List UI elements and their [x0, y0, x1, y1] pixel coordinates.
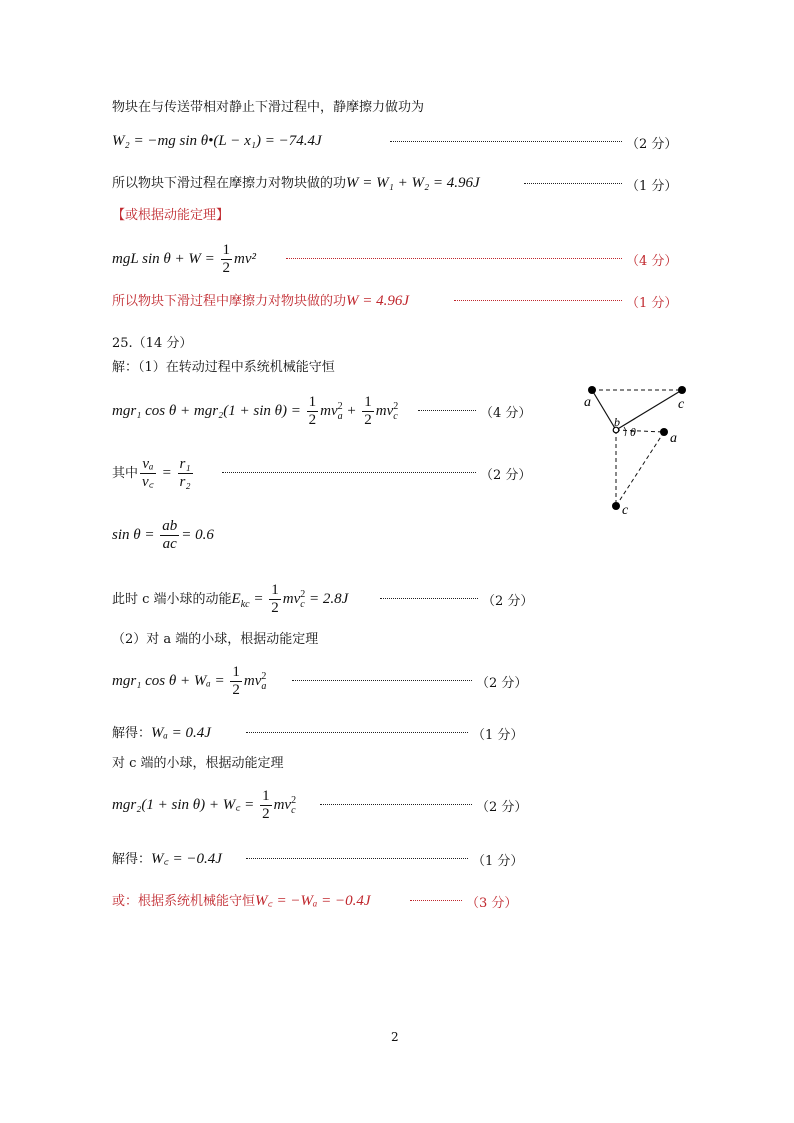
label-a-top: a — [584, 395, 591, 410]
equation-kinetic-energy: 此时 c 端小球的动能$E_{kc}$ = $\frac{1}{2}$ mv 2 c = 2.8J — [112, 582, 349, 617]
label-theta: θ — [630, 425, 636, 439]
label-c-bottom: c — [622, 503, 629, 518]
leader-dots — [246, 858, 468, 859]
result-wa: 解得：Wₐ = 0.4J — [112, 725, 211, 741]
page-number: 2 — [391, 1030, 399, 1044]
score-label: （1 分） — [472, 854, 524, 869]
equation-work-a: mgr₁ cos θ + Wₐ = $\frac{1}{2}$ mv 2 a — [112, 664, 267, 699]
score-label: （2 分） — [482, 594, 534, 609]
score-label: （1 分） — [626, 296, 678, 311]
text-line-4: 对 c 端的小球，根据动能定理 — [112, 756, 284, 771]
leader-dots — [292, 680, 472, 681]
text-line-3: 所以物块下滑过程中摩擦力对物块做的功W = 4.96J — [112, 293, 410, 309]
leader-dots — [222, 472, 476, 473]
solid-rod — [616, 390, 682, 430]
leader-dots — [524, 183, 622, 184]
solution-part-2: （2）对 a 端的小球，根据动能定理 — [112, 632, 319, 647]
text-line-5: 或：根据系统机械能守恒W꜀ = −Wₐ = −0.4J — [112, 893, 371, 909]
text-line-2: 所以物块下滑过程在摩擦力对物块做的功W = W₁ + W₂ = 4.96J — [112, 175, 480, 191]
equation-energy-conservation: mgr₁ cos θ + mgr₂(1 + sin θ) = $\frac{1}{2}$ mv 2 a + $\frac{1}{2}$ mv 2 c — [112, 394, 399, 429]
equation-energy-theorem: mgL sin θ + W = $\frac{1}{2}$ mv² — [112, 242, 257, 277]
score-label: （2 分） — [626, 137, 678, 152]
label-a-right: a — [670, 431, 677, 446]
result-wc: 解得：W꜀ = −0.4J — [112, 851, 222, 867]
leader-dots — [246, 732, 468, 733]
equation-velocity-ratio: 其中 $\frac{\text{vₐ}}{v꜀}$ = $\frac{\text{r₁}}{\text{r₂}}$ — [112, 456, 191, 491]
dashed-line — [616, 430, 664, 432]
alt-method-header: 【或根据动能定理】 — [112, 208, 230, 223]
score-label: （2 分） — [476, 676, 528, 691]
ball-a-right — [660, 428, 668, 436]
score-label: （1 分） — [472, 728, 524, 743]
label-b: b — [614, 415, 620, 429]
text-line-1: 物块在与传送带相对静止下滑过程中，静摩擦力做功为 — [112, 100, 425, 115]
score-label: （1 分） — [626, 179, 678, 194]
angle-arc — [624, 427, 626, 436]
ball-a-top — [588, 386, 596, 394]
equation-sine: sin θ = $\frac{ab}{ac}$ = 0.6 — [112, 518, 214, 553]
score-label: （3 分） — [466, 896, 518, 911]
ball-c-bottom — [612, 502, 620, 510]
equation-work-c: mgr₂(1 + sin θ) + W꜀ = $\frac{1}{2}$ mv 2 c — [112, 788, 297, 823]
label-c-top: c — [678, 397, 685, 412]
rotation-diagram — [572, 378, 712, 528]
leader-dots — [286, 258, 622, 259]
equation-w2: W₂ = −mg sin θ•(L − x₁) = −74.4J — [112, 133, 322, 149]
score-label: （2 分） — [480, 468, 532, 483]
leader-dots — [320, 804, 472, 805]
score-label: （4 分） — [480, 406, 532, 421]
ball-c-top — [678, 386, 686, 394]
question-number: 25.（14 分） — [112, 336, 193, 351]
leader-dots — [390, 141, 622, 142]
leader-dots — [418, 410, 476, 411]
dashed-line — [616, 432, 664, 506]
solution-part-1: 解：（1）在转动过程中系统机械能守恒 — [112, 360, 335, 375]
leader-dots — [410, 900, 462, 901]
leader-dots — [380, 598, 478, 599]
leader-dots — [454, 300, 622, 301]
score-label: （2 分） — [476, 800, 528, 815]
score-label: （4 分） — [626, 254, 678, 269]
solid-rod — [592, 390, 616, 430]
